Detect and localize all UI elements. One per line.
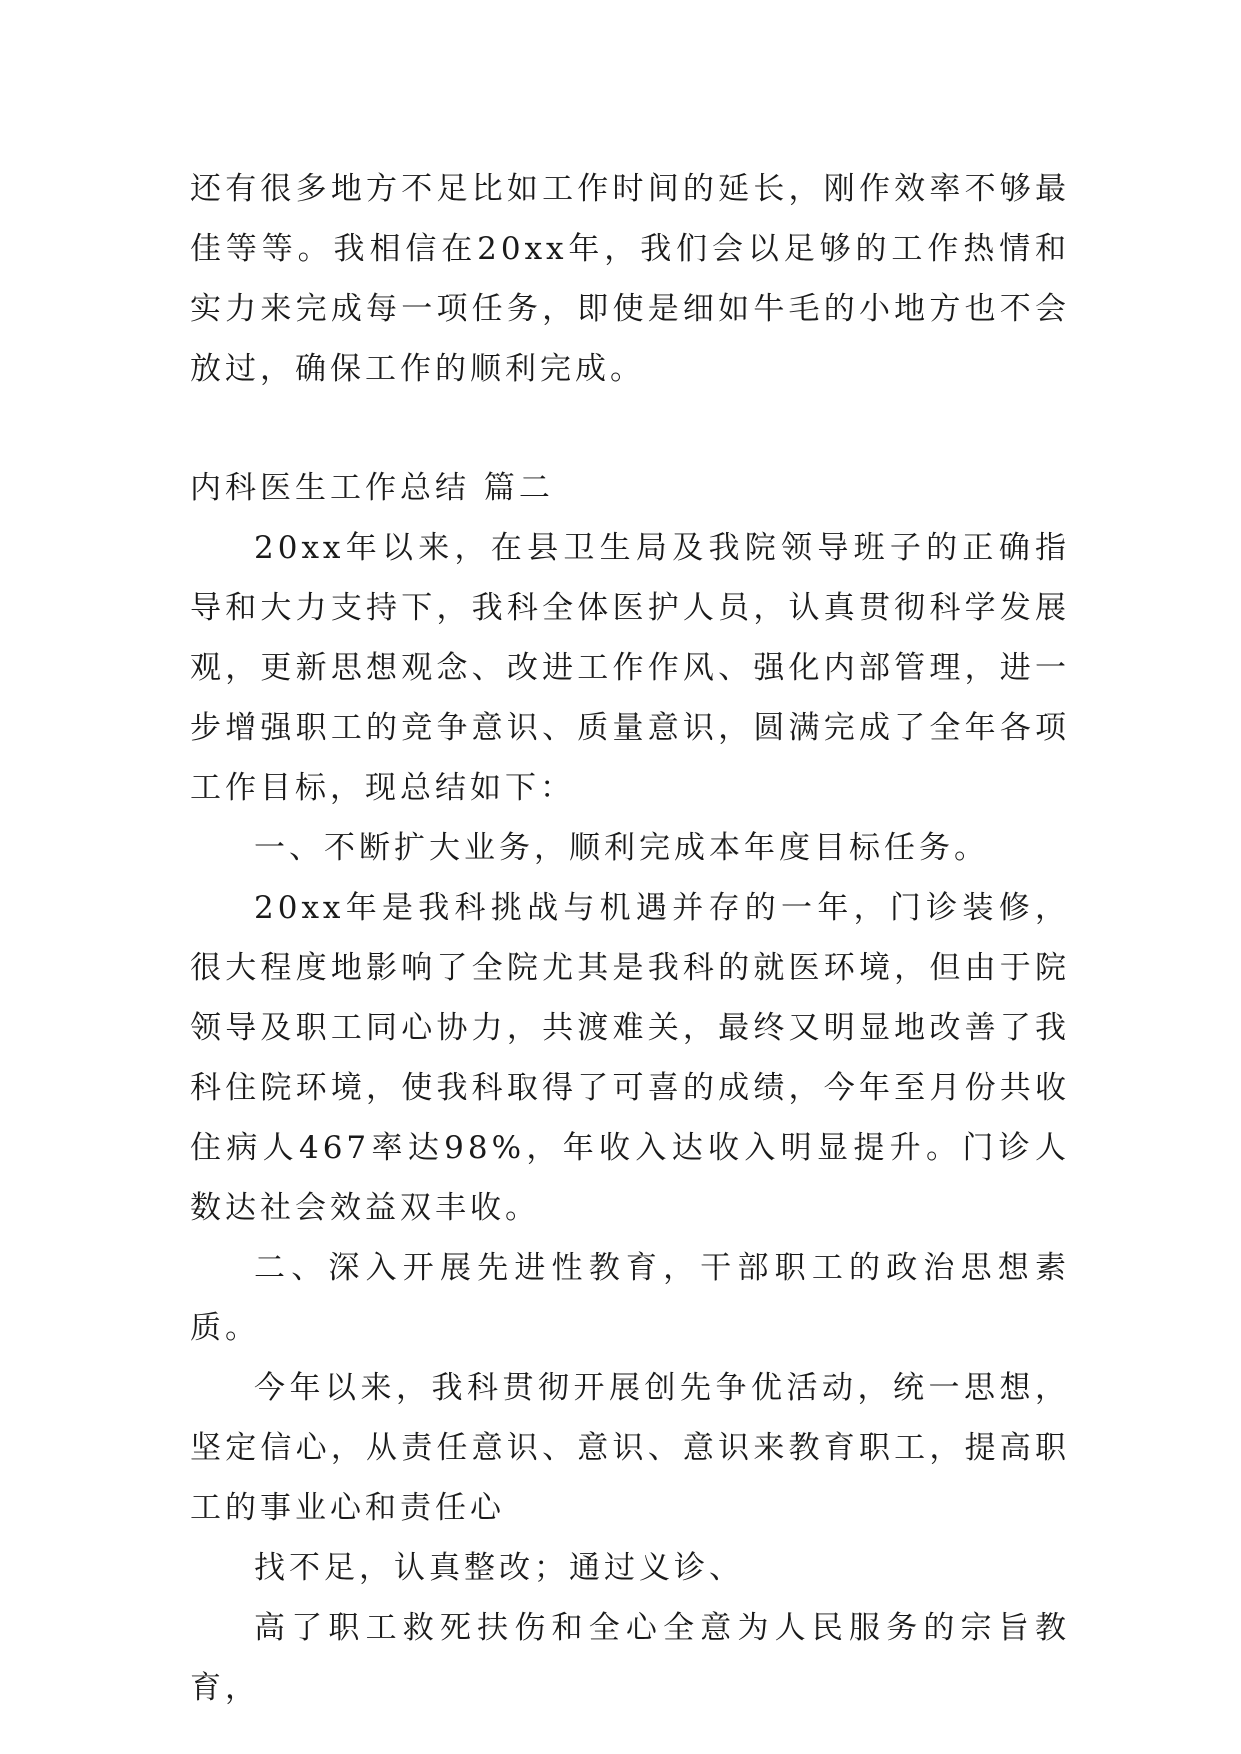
paragraph-closing: 还有很多地方不足比如工作时间的延长，刚作效率不够最佳等等。我相信在20xx年，我们会以足够的工作热情和实力来完成每一项任务，即使是细如牛毛的小地方也不会放过，确保工作的顺利完成。 [190,171,1070,387]
paragraph-rectify: 找不足，认真整改；通过义诊、 [254,1550,744,1586]
paragraph-education: 今年以来，我科贯彻开展创先争优活动，统一思想，坚定信心，从责任意识、意识、意识来教育职工，提高职工的事业心和责任心 [190,1370,1070,1526]
paragraph-point-two: 二、深入开展先进性教育，干部职工的政治思想素质。 [190,1250,1070,1346]
section-heading: 内科医生工作总结 篇二 [190,470,554,506]
paragraph-point-one: 一、不断扩大业务，顺利完成本年度目标任务。 [254,830,989,866]
document-body [190,159,1070,1718]
paragraph-business: 20xx年是我科挑战与机遇并存的一年，门诊装修，很大程度地影响了全院尤其是我科的就医环境，但由于院领导及职工同心协力，共渡难关，最终又明显地改善了我科住院环境，使我科取得了可喜的成绩，今年至月份共收住病人467率达98%，年收入达收入明显提升。门诊人数达社会效益双丰收。 [190,890,1070,1226]
paragraph-service: 高了职工救死扶伤和全心全意为人民服务的宗旨教育， [190,1610,1070,1706]
section-spacer [190,399,1070,458]
paragraph-intro: 20xx年以来，在县卫生局及我院领导班子的正确指导和大力支持下，我科全体医护人员，认真贯彻科学发展观，更新思想观念、改进工作作风、强化内部管理，进一步增强职工的竞争意识、质量意识，圆满完成了全年各项工作目标，现总结如下： [190,530,1070,806]
